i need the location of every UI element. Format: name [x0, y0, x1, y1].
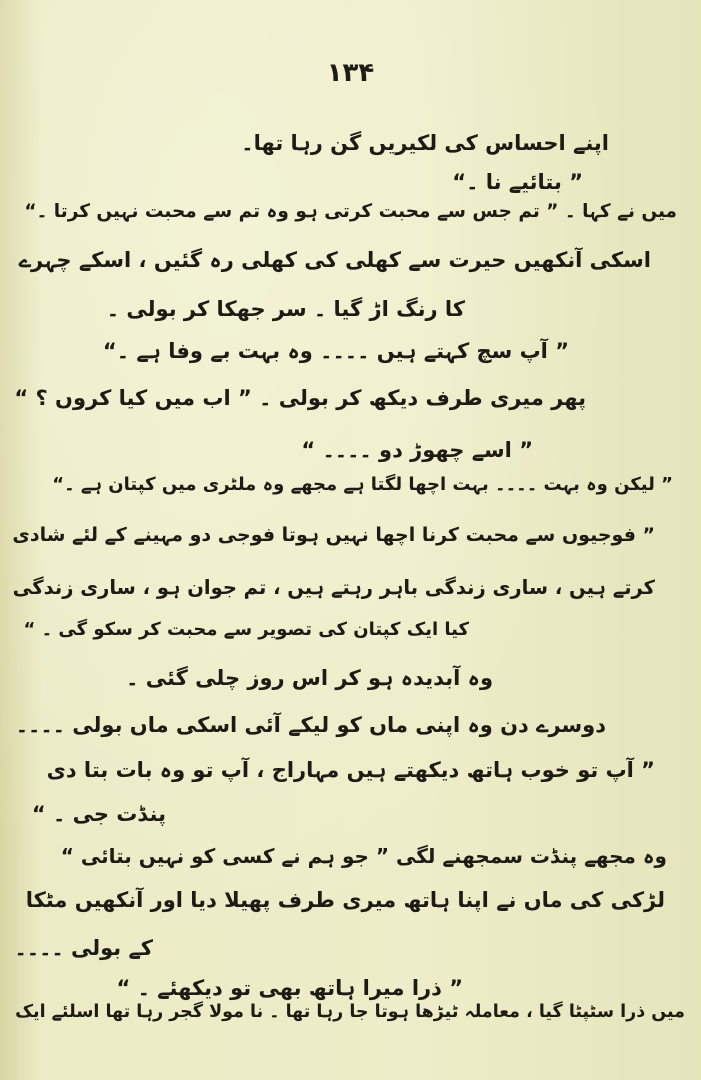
text-line-3: میں نے کہا ۔ ” تم جس سے محبت کرتی ہو وہ تم سے محبت نہیں کرتا ۔“	[24, 201, 677, 222]
text-line-16: پنڈت جی ۔ “	[31, 802, 166, 826]
text-line-4: اسکی آنکھیں حیرت سے کھلی کی کھلی رہ گئیں ، اسکے چہرے	[18, 248, 651, 272]
text-line-1: اپنے احساس کی لکیریں گن رہا تھا۔	[241, 131, 609, 155]
text-line-21: میں ذرا سٹپٹا گیا ، معاملہ ٹیڑھا ہوتا جا رہا تھا ۔ نا مولا گجر رہا تھا اسلئے ایک	[15, 1002, 685, 1022]
text-line-17: وہ مجھے پنڈت سمجھنے لگی ” جو ہم نے کسی کو نہیں بتائی “	[60, 844, 667, 868]
text-line-7: پھر میری طرف دیکھ کر بولی ۔ ” اب میں کیا کروں ؟ “	[14, 386, 586, 410]
text-line-14: دوسرے دن وہ اپنی ماں کو لیکے آئی اسکی ماں بولی ۔۔۔۔	[15, 713, 606, 737]
text-line-13: وہ آبدیدہ ہو کر اس روز چلی گئی ۔	[126, 666, 493, 690]
text-line-8: ” اسے چھوڑ دو ۔۔۔۔ “	[301, 438, 533, 462]
text-line-5: کا رنگ اڑ گیا ۔ سر جھکا کر بولی ۔	[106, 297, 465, 321]
text-line-18: لڑکی کی ماں نے اپنا ہاتھ میری طرف پھیلا دیا اور آنکھیں مٹکا	[25, 888, 665, 912]
text-line-6: ” آپ سچ کہتے ہیں ۔۔۔۔ وہ بہت بے وفا ہے ۔“	[102, 339, 569, 363]
text-line-20: ” ذرا میرا ہاتھ بھی تو دیکھئے ۔ “	[116, 976, 463, 1000]
text-line-2: ” بتائیے نا ۔“	[452, 170, 583, 194]
text-line-19: کے بولی ۔۔۔۔	[14, 936, 153, 960]
text-line-11: کرتے ہیں ، ساری زندگی باہر رہتے ہیں ، تم جوان ہو ، ساری زندگی	[12, 576, 655, 599]
text-line-12: کیا ایک کپتان کی تصویر سے محبت کر سکو گی ۔ “	[23, 619, 469, 640]
text-line-10: ” فوجیوں سے محبت کرنا اچھا نہیں ہوتا فوجی دو مہینے کے لئے شادی	[12, 524, 655, 546]
text-line-15: ” آپ تو خوب ہاتھ دیکھتے ہیں مہاراج ، آپ تو وہ بات بتا دی	[46, 758, 655, 782]
page-number: ۱۳۴	[326, 58, 375, 88]
text-line-9: ” لیکن وہ بہت ۔۔۔۔ بہت اچھا لگتا ہے مجھے وہ ملٹری میں کپتان ہے ۔“	[52, 474, 673, 495]
